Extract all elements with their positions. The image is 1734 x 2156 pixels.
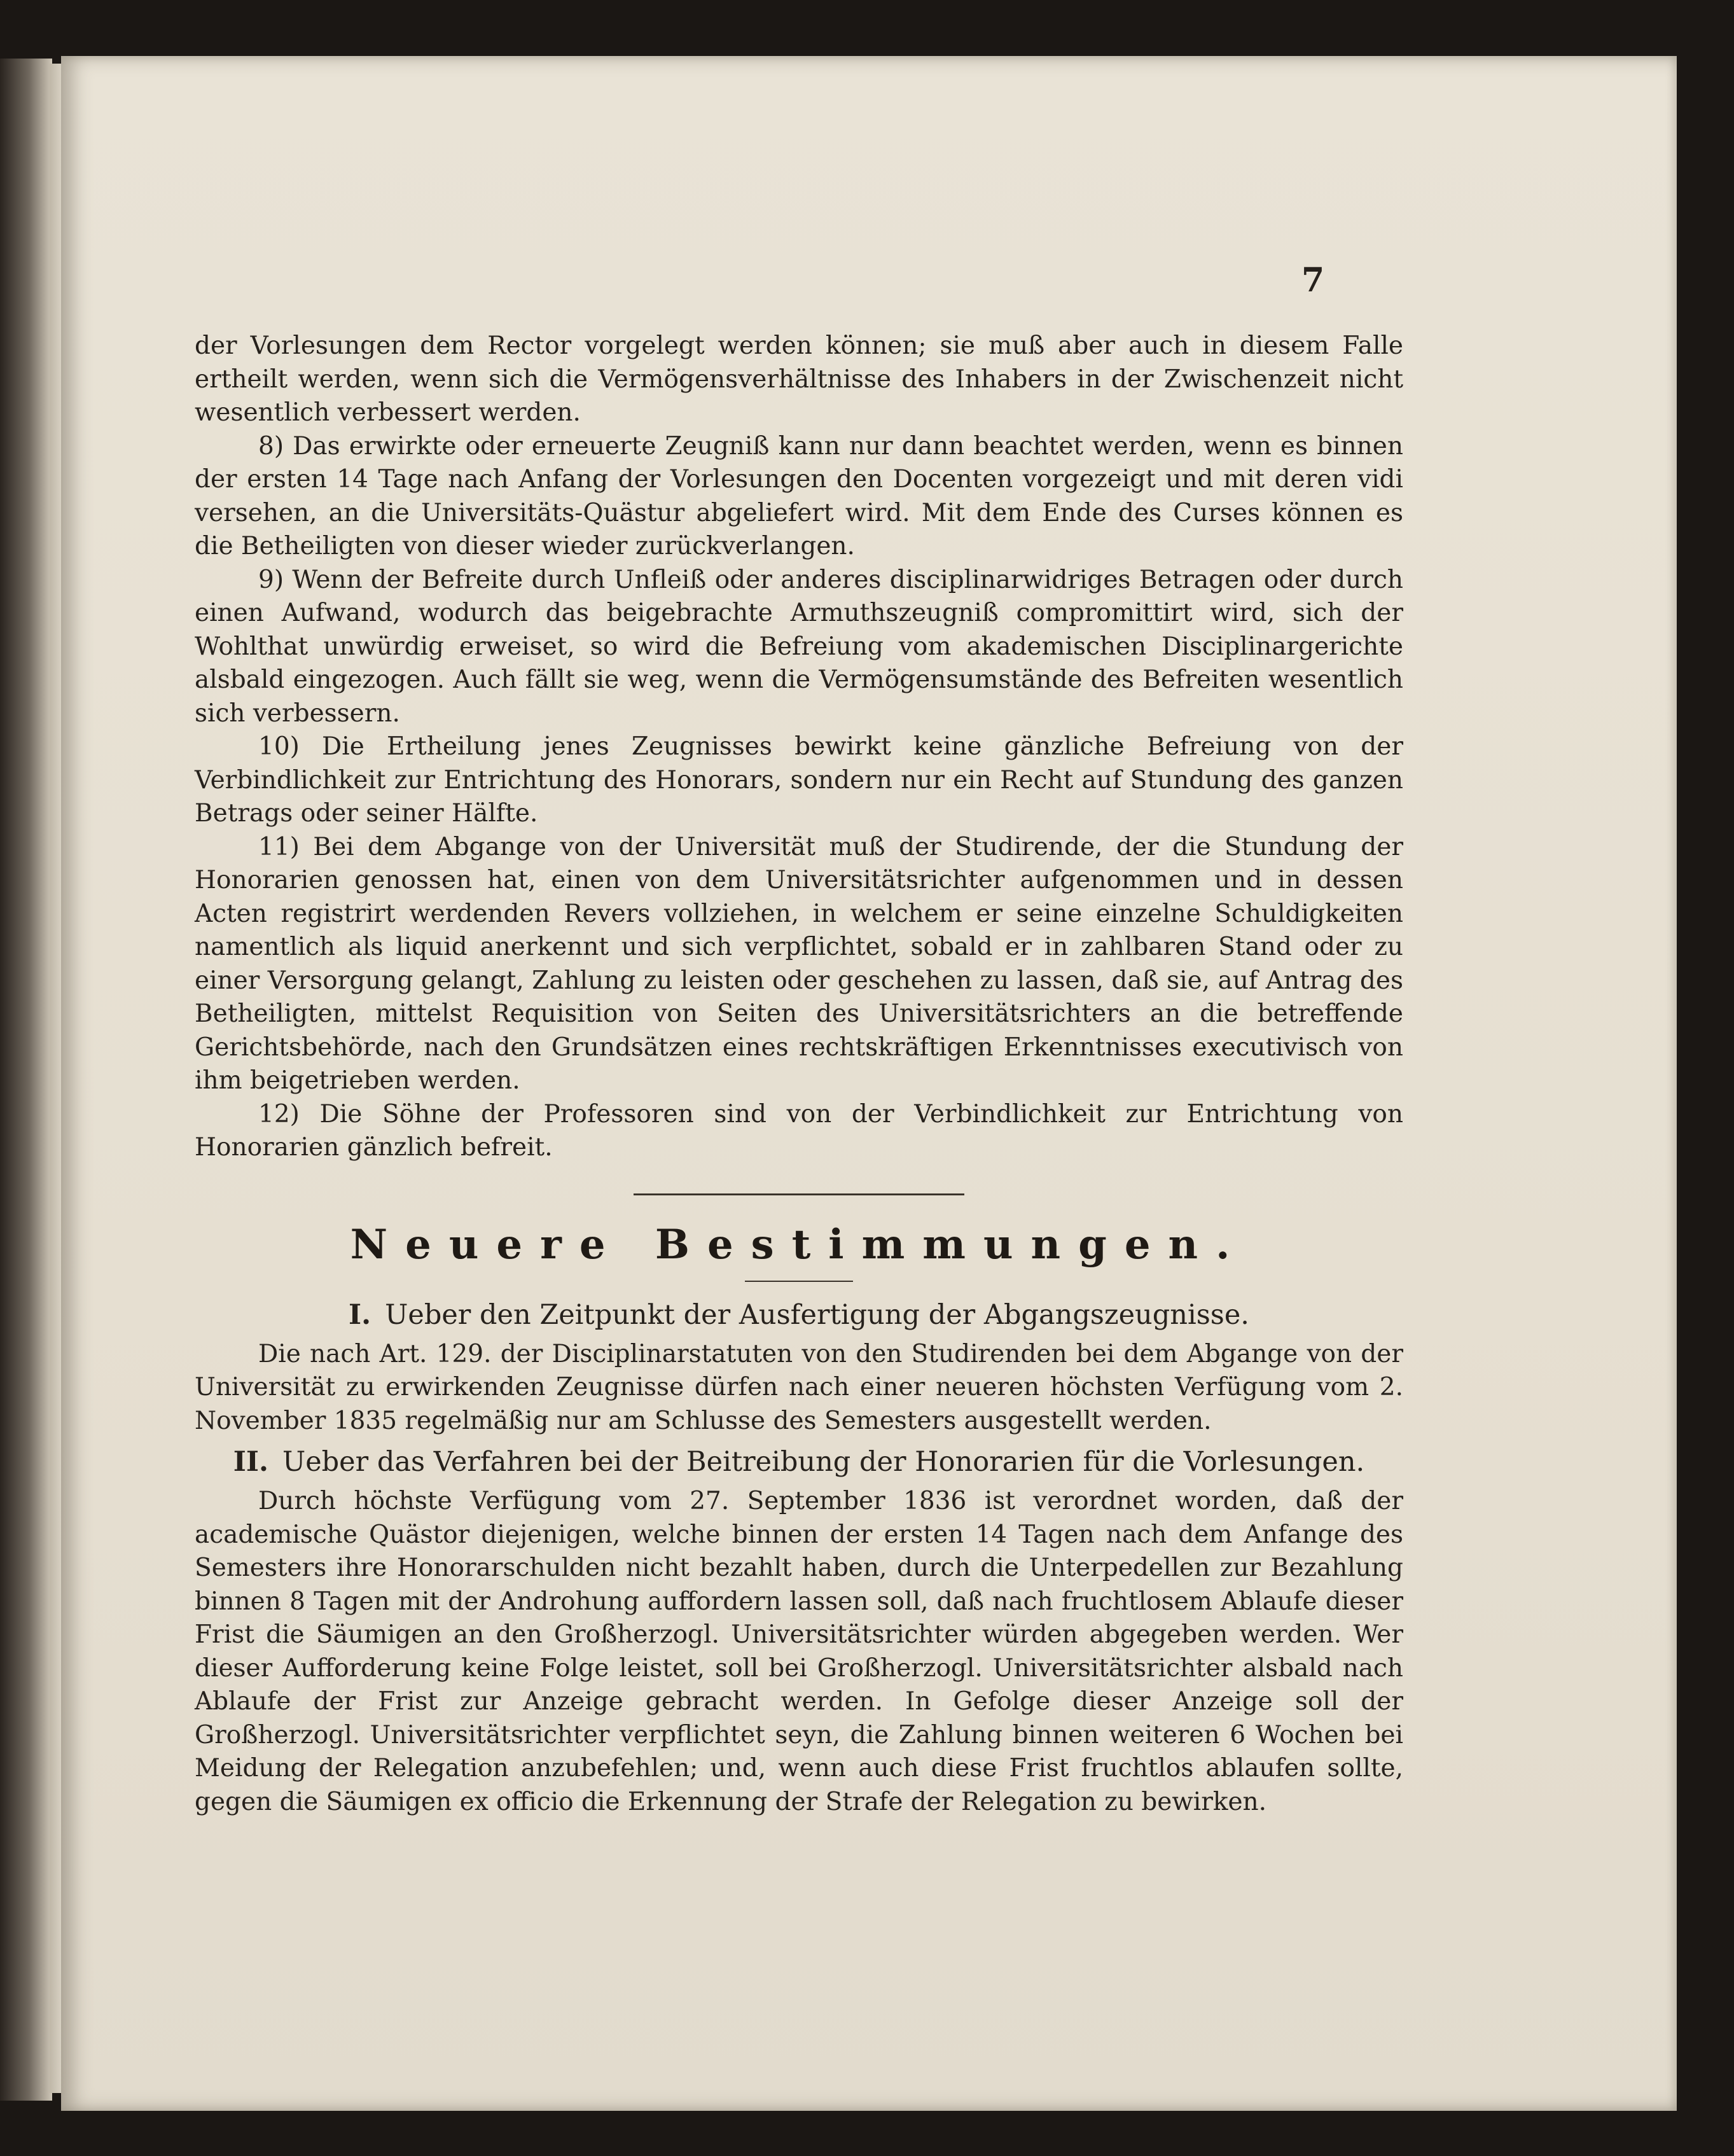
subsection-2-heading [195, 1443, 1403, 1481]
subsection-2-title: Ueber das Verfahren bei der Beitreibung der Honorarien für die Vorlesungen. [282, 1446, 1365, 1478]
page-content [195, 330, 1403, 1819]
subsection-1-heading [195, 1296, 1403, 1334]
page-number: 7 [1301, 261, 1325, 300]
document-page [61, 56, 1677, 2111]
subsection-1-body: Die nach Art. 129. der Disciplinarstatuten von den Studirenden bei dem Abgange von der Universität zu erwirkenden Zeugnisse dürfen nach einer neueren höchsten Verfügung vom 2. November 1835 regelmäßig nur am Schlusse des Semesters ausgestellt werden. [195, 1339, 1403, 1435]
facing-page-edge [0, 59, 52, 2101]
subsection-2-number: II. [233, 1446, 268, 1478]
section-title: Neuere Bestimmungen. [350, 1220, 1248, 1269]
paragraph-continuation: der Vorlesungen dem Rector vorgelegt werden können; sie muß aber auch in diesem Falle ertheilt werden, wenn sich die Vermögensverhältnisse des Inhabers in der Zwischenzeit nicht wesentlich verbessert werden. [195, 331, 1403, 427]
subsection-2-body: Durch höchste Verfügung vom 27. September 1836 ist verordnet worden, daß der academische Quästor diejenigen, welche binnen der ersten 14 Tagen nach dem Anfange des Semesters ihre Honorarschulden nicht bezahlt haben, durch die Unterpedellen zur Bezahlung binnen 8 Tagen mit der Androhung auffordern lassen soll, daß nach fruchtlosem Ablaufe dieser Frist die Säumigen an den Großherzogl. Universitätsrichter würden abgegeben werden. Wer dieser Aufforderung keine Folge leistet, soll bei Großherzogl. Universitätsrichter alsbald nach Ablaufe der Frist zur Anzeige gebracht werden. In Gefolge dieser Anzeige soll der Großherzogl. Universitätsrichter verpflichtet seyn, die Zahlung binnen weiteren 6 Wochen bei Meidung der Relegation anzubefehlen; und, wenn auch diese Frist fruchtlos ablaufen sollte, gegen die Säumigen ex officio die Erkennung der Strafe der Relegation zu bewirken. [195, 1487, 1403, 1816]
paragraph-12: 12) Die Söhne der Professoren sind von der Verbindlichkeit zur Entrichtung von Honorarien gänzlich befreit. [195, 1099, 1403, 1162]
subsection-1-number: I. [349, 1298, 371, 1331]
paragraph-11: 11) Bei dem Abgange von der Universität muß der Studirende, der die Stundung der Honorarien genossen hat, einen von dem Universitätsrichter aufgenommen und in dessen Acten registrirt werdenden Revers vollziehen, in welchem er seine einzelne Schuldigkeiten namentlich als liquid anerkennt und sich verpflichtet, sobald er in zahlbaren Stand oder zu einer Versorgung gelangt, Zahlung zu leisten oder geschehen zu lassen, daß sie, auf Antrag des Betheiligten, mittelst Requisition von Seiten des Universitätsrichters an die betreffende Gerichtsbehörde, nach den Grundsätzen eines rechtskräftigen Erkenntnisses executivisch von ihm beigetrieben werden. [195, 832, 1403, 1095]
paragraph-9: 9) Wenn der Befreite durch Unfleiß oder anderes disciplinarwidriges Betragen oder durch einen Aufwand, wodurch das beigebrachte Armuthszeugniß compromittirt wird, sich der Wohlthat unwürdig erweiset, so wird die Befreiung vom akademischen Disciplinargerichte alsbald eingezogen. Auch fällt sie weg, wenn die Vermögensumstände des Befreiten wesentlich sich verbessern. [195, 565, 1403, 728]
section-divider [634, 1193, 964, 1195]
subsection-1-title: Ueber den Zeitpunkt der Ausfertigung der Abgangszeugnisse. [385, 1298, 1249, 1331]
paragraph-10: 10) Die Ertheilung jenes Zeugnisses bewirkt keine gänzliche Befreiung von der Verbindlichkeit zur Entrichtung des Honorars, sondern nur ein Recht auf Stundung des ganzen Betrags oder seiner Hälfte. [195, 732, 1403, 828]
title-underline [745, 1281, 853, 1282]
paragraph-8: 8) Das erwirkte oder erneuerte Zeugniß kann nur dann beachtet werden, wenn es binnen der ersten 14 Tage nach Anfang der Vorlesungen den Docenten vorgezeigt und mit deren vidi versehen, an die Universitäts-Quästur abgeliefert wird. Mit dem Ende des Curses können es die Betheiligten von dieser wieder zurückverlangen. [195, 431, 1403, 560]
